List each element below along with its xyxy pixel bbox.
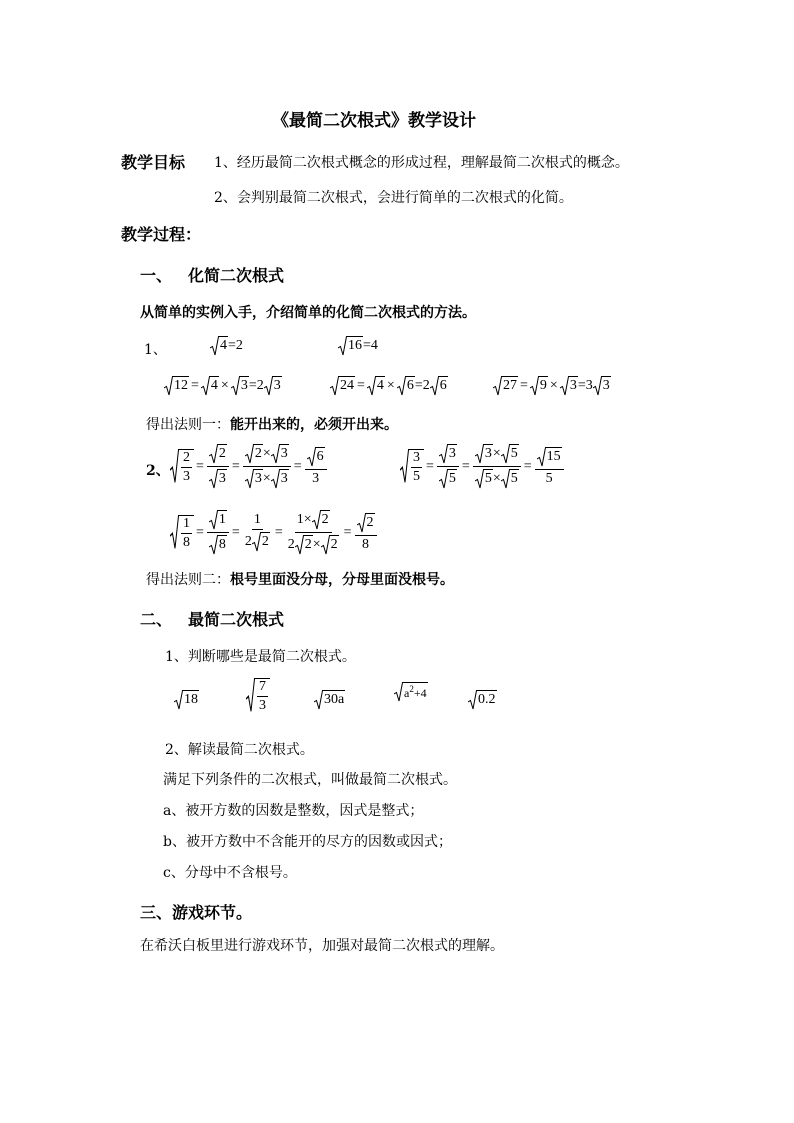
section2-heading: 最简二次根式 [188, 610, 285, 629]
formula-sqrt27: 27 = 9 × 3 =3 3 [493, 376, 611, 396]
section3-heading: 三、游戏环节。 [140, 903, 253, 922]
condition-a: a、被开方数的因数是整数，因式是整式； [163, 803, 424, 819]
objective-1: 1、经历最简二次根式概念的形成过程，理解最简二次根式的概念。 [214, 155, 629, 171]
rule2 [146, 569, 454, 589]
radical-30a: 30a [314, 690, 345, 710]
section1-intro: 从简单的实例入手，介绍简单的化简二次根式的方法。 [140, 305, 476, 321]
condition-b: b、被开方数中不含能开的尽方的因数或因式； [163, 834, 452, 850]
formula-sqrt16: 16 =4 [338, 336, 378, 356]
formula-sqrt-3-5: $\frac{3}{5}$ = $\frac{3}{5}$ = 3 × 5 5 × 5 = $\frac{15}{5}$ [400, 444, 565, 489]
rule1-text: 能开出来的，必须开出来。 [230, 417, 398, 433]
section3-text: 在希沃白板里进行游戏环节，加强对最简二次根式的理解。 [140, 938, 504, 954]
rule1 [146, 414, 398, 434]
definition: 满足下列条件的二次根式，叫做最简二次根式。 [163, 772, 457, 788]
section1-heading: 化简二次根式 [188, 266, 285, 285]
page-title: 《最简二次根式》教学设计 [272, 111, 476, 131]
radical-18: 18 [174, 690, 199, 710]
section2-q1: 1、判断哪些是最简二次根式。 [165, 649, 356, 665]
rule2-text: 根号里面没分母，分母里面没根号。 [230, 572, 454, 588]
rule1-prefix: 得出法则一： [146, 417, 230, 433]
section2-number: 二、 [140, 610, 173, 629]
formula-sqrt-1-8: $\frac{1}{8}$ = $\frac{1}{8}$ = 1 2 2 = 1× 2 2 2 × 2 = $\frac{2}{8}$ [170, 510, 378, 555]
formula-sqrt24: 24 = 4 × 6 =2 6 [330, 376, 448, 396]
condition-c: c、分母中不含根号。 [163, 865, 297, 881]
section2-q2: 2、解读最简二次根式。 [165, 742, 314, 758]
radical-a2-plus-4: $a^2+4$ [394, 682, 428, 702]
formula-sqrt4: 4 =2 [210, 336, 243, 356]
example1-label: 1、 [144, 342, 167, 358]
process-heading: 教学过程： [121, 225, 202, 244]
formula-sqrt-2-3: $\frac{2}{3}$ = $\frac{2}{3}$ = 2 × 3 3 × 3 = $\frac{6}{3}$ [170, 444, 328, 489]
radical-7-3: $\frac{7}{3}$ [246, 678, 270, 713]
formula-sqrt12: 12 = 4 × 3 =2 3 [164, 376, 282, 396]
radical-0-2: 0.2 [468, 690, 497, 710]
objectives-label: 教学目标 [121, 153, 186, 172]
section1-number: 一、 [140, 266, 173, 285]
objective-2: 2、会判别最简二次根式，会进行简单的二次根式的化简。 [214, 190, 573, 206]
rule2-prefix: 得出法则二： [146, 572, 230, 588]
example2-label: 2、 [146, 463, 170, 479]
